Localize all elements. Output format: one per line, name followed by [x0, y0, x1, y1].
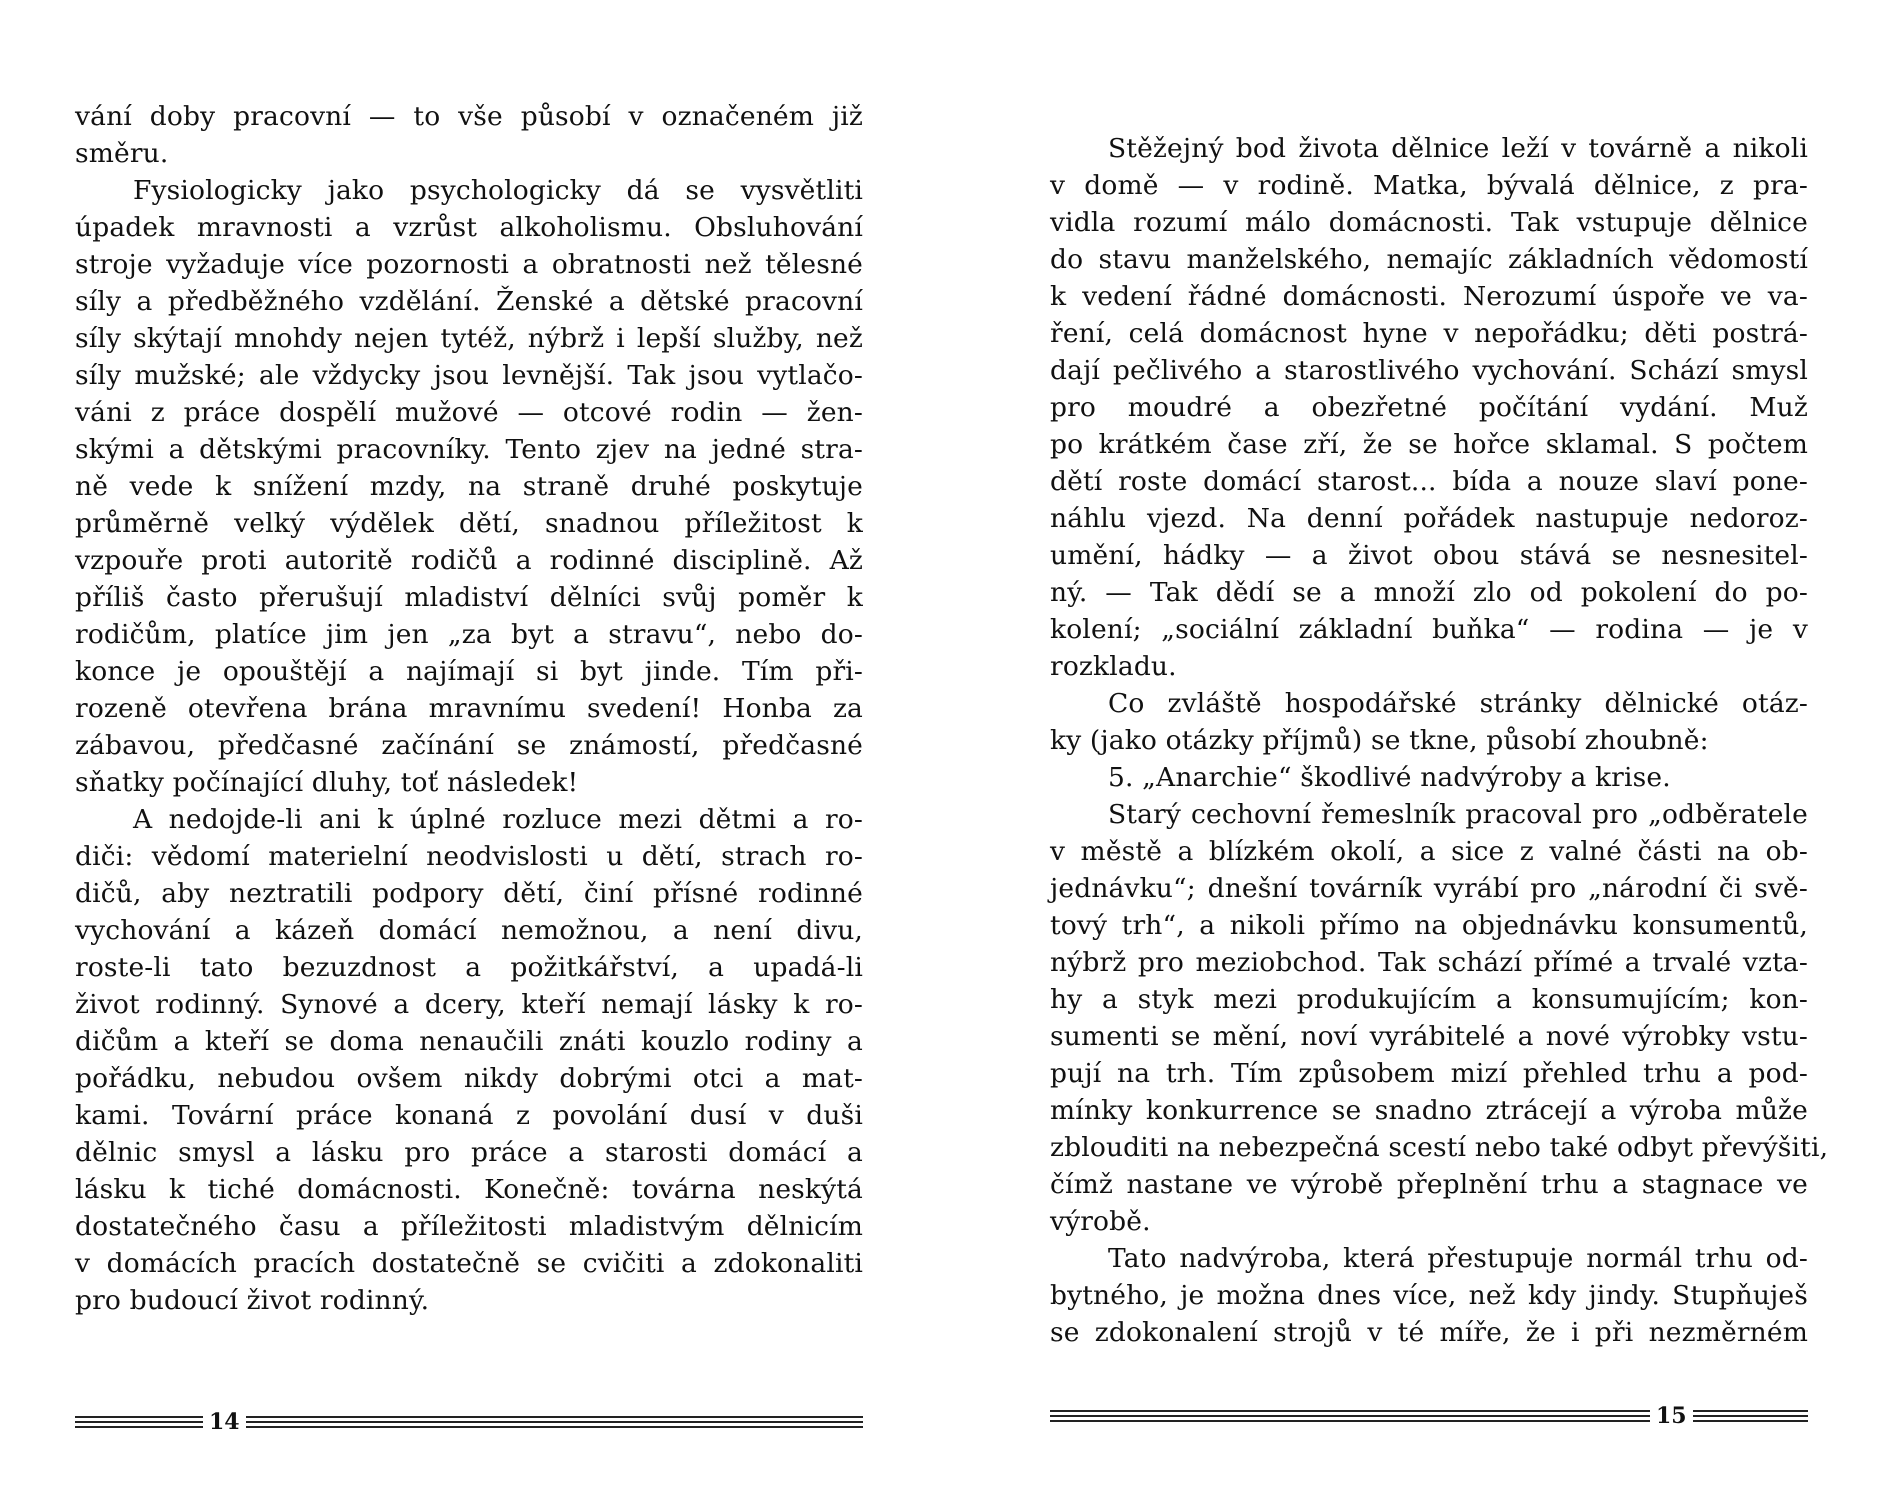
left-page-text [75, 98, 863, 1319]
right-page-footer [1050, 1402, 1808, 1430]
text-line: náhlu vjezd. Na denní pořádek nastupuje nedoroz- [1050, 503, 1808, 534]
text-line: pořádku, nebudou ovšem nikdy dobrými otci a mat- [75, 1063, 863, 1094]
text-line: stroje vyžaduje více pozornosti a obratnosti než tělesné [75, 249, 863, 280]
text-line: pro moudré a obezřetné počítání vydání. Muž [1050, 392, 1808, 423]
text-line: váni z práce dospělí mužové — otcové rodin — žen- [75, 397, 863, 428]
text-line: k vedení řádné domácnosti. Nerozumí úspoře ve va- [1050, 281, 1808, 312]
text-line: skými a dětskými pracovníky. Tento zjev na jedné stra- [75, 434, 863, 465]
text-line: roste-li tato bezuzdnost a požitkářství, a upadá-li [75, 952, 863, 983]
text-line: pují na trh. Tím způsobem mizí přehled trhu a pod- [1050, 1058, 1808, 1089]
page-number: 15 [1656, 1403, 1687, 1429]
text-line: 5. „Anarchie“ škodlivé nadvýroby a krise. [1108, 762, 1671, 793]
text-line: diči: vědomí materielní neodvislosti u dětí, strach ro- [75, 841, 863, 872]
left-page-footer [75, 1408, 863, 1436]
text-line: vychování a kázeň domácí nemožnou, a není divu, [75, 915, 863, 946]
text-line: v městě a blízkém okolí, a sice z valné části na ob- [1050, 836, 1808, 867]
text-line: čímž nastane ve výrobě přeplnění trhu a stagnace ve [1050, 1169, 1808, 1200]
text-line: příliš často přerušují mladiství dělníci svůj poměr k [75, 582, 863, 613]
text-line: lásku k tiché domácnosti. Konečně: továrna neskýtá [75, 1174, 863, 1205]
text-line: kami. Tovární práce konaná z povolání dusí v duši [75, 1100, 863, 1131]
text-line: rodičům, platíce jim jen „za byt a stravu“, nebo do- [75, 619, 863, 650]
footer-rule [75, 1416, 203, 1428]
text-line: ný. — Tak dědí se a množí zlo od pokolení do po- [1050, 577, 1808, 608]
text-line: umění, hádky — a život obou stává se nesnesitel- [1050, 540, 1808, 571]
text-line: Co zvláště hospodářské stránky dělnické otáz- [1108, 688, 1808, 719]
text-line: ky (jako otázky příjmů) se tkne, působí zhoubně: [1050, 725, 1709, 756]
text-line: nýbrž pro meziobchod. Tak schází přímé a trvalé vzta- [1050, 947, 1808, 978]
footer-rule [1050, 1410, 1650, 1422]
text-line: výrobě. [1050, 1206, 1151, 1237]
text-line: síly mužské; ale vždycky jsou levnější. Tak jsou vytlačo- [75, 360, 863, 391]
left-page [75, 0, 863, 1500]
text-line: průměrně velký výdělek dětí, snadnou příležitost k [75, 508, 863, 539]
text-line: dičům a kteří se doma nenaučili znáti kouzlo rodiny a [75, 1026, 863, 1057]
right-page [1050, 0, 1829, 1500]
text-line: vzpouře proti autoritě rodičů a rodinné disciplině. Až [75, 545, 863, 576]
text-line: Tato nadvýroba, která přestupuje normál trhu od- [1108, 1243, 1808, 1274]
text-line: v domácích pracích dostatečně se cvičiti a zdokonaliti [75, 1248, 863, 1279]
text-line: vidla rozumí málo domácnosti. Tak vstupuje dělnice [1050, 207, 1808, 238]
text-line: ně vede k snížení mzdy, na straně druhé poskytuje [75, 471, 863, 502]
text-line: hy a styk mezi produkujícím a konsumujícím; kon- [1050, 984, 1808, 1015]
text-line: vání doby pracovní — to vše působí v označeném již [75, 101, 863, 132]
text-line: dají pečlivého a starostlivého vychování. Schází smysl [1050, 355, 1808, 386]
footer-rule [246, 1416, 863, 1428]
text-line: dostatečného času a příležitosti mladistvým dělnicím [75, 1211, 863, 1242]
text-line: úpadek mravnosti a vzrůst alkoholismu. Obsluhování [75, 212, 863, 243]
text-line: sňatky počínající dluhy, toť následek! [75, 767, 579, 798]
text-line: síly skýtají mnohdy nejen tytéž, nýbrž i lepší služby, než [75, 323, 863, 354]
text-line: v domě — v rodině. Matka, bývalá dělnice, z pra- [1050, 170, 1808, 201]
text-line: zblouditi na nebezpečná scestí nebo také odbyt převýšiti, [1050, 1132, 1829, 1163]
text-line: dičů, aby neztratili podpory dětí, činí přísné rodinné [75, 878, 863, 909]
text-line: jednávku“; dnešní továrník vyrábí pro „národní či svě- [1050, 873, 1808, 904]
text-line: Stěžejný bod života dělnice leží v továrně a nikoli [1108, 133, 1808, 164]
text-line: A nedojde-li ani k úplné rozluce mezi dětmi a ro- [133, 804, 863, 835]
text-line: Fysiologicky jako psychologicky dá se vysvětliti [133, 175, 863, 206]
text-line: se zdokonalení strojů v té míře, že i při nezměrném [1050, 1317, 1808, 1348]
page-number: 14 [209, 1409, 240, 1435]
text-line: směru. [75, 138, 169, 169]
text-line: dětí roste domácí starost... bída a nouze slaví pone- [1050, 466, 1808, 497]
right-page-text [1050, 130, 1829, 1351]
text-line: bytného, je možna dnes více, než kdy jindy. Stupňuješ [1050, 1280, 1808, 1311]
text-line: ření, celá domácnost hyne v nepořádku; děti postrá- [1050, 318, 1808, 349]
text-line: rozkladu. [1050, 651, 1177, 682]
text-line: pro budoucí život rodinný. [75, 1285, 430, 1316]
text-line: po krátkém čase zří, že se hořce sklamal. S počtem [1050, 429, 1808, 460]
text-line: rozeně otevřena brána mravnímu svedení! Honba za [75, 693, 863, 724]
footer-rule [1693, 1410, 1808, 1422]
text-line: zábavou, předčasné začínání se známostí, předčasné [75, 730, 863, 761]
text-line: mínky konkurrence se snadno ztrácejí a výroba může [1050, 1095, 1808, 1126]
text-line: do stavu manželského, nemajíc základních vědomostí [1050, 244, 1808, 275]
text-line: síly a předběžného vzdělání. Ženské a dětské pracovní [75, 286, 863, 317]
text-line: konce je opouštějí a najímají si byt jinde. Tím při- [75, 656, 863, 687]
text-line: kolení; „sociální základní buňka“ — rodina — je v [1050, 614, 1808, 645]
text-line: tový trh“, a nikoli přímo na objednávku konsumentů, [1050, 910, 1808, 941]
text-line: život rodinný. Synové a dcery, kteří nemají lásky k ro- [75, 989, 863, 1020]
text-line: Starý cechovní řemeslník pracoval pro „odběratele [1108, 799, 1808, 830]
text-line: dělnic smysl a lásku pro práce a starosti domácí a [75, 1137, 863, 1168]
text-line: sumenti se mění, noví vyrábitelé a nové výrobky vstu- [1050, 1021, 1808, 1052]
